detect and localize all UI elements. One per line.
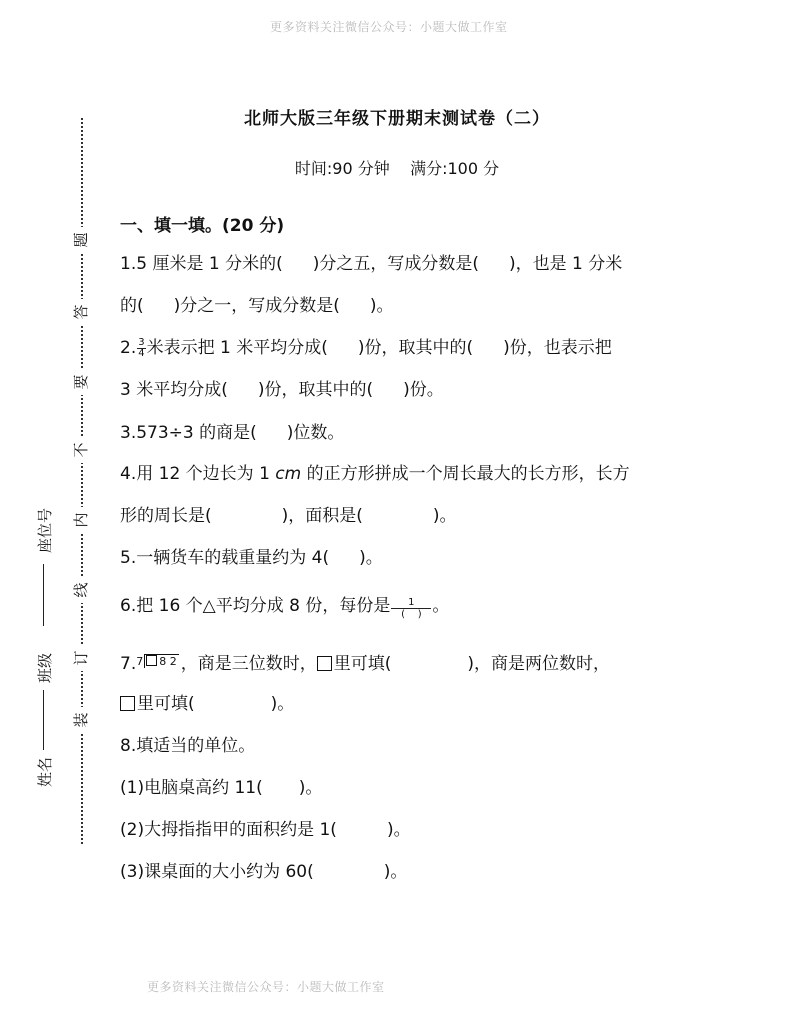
- q1-text-f: )。: [369, 296, 394, 316]
- q7-prefix: 7.: [120, 654, 137, 674]
- page-title: 北师大版三年级下册期末测试卷（二）: [244, 109, 550, 129]
- question-2-line-2: [120, 378, 444, 402]
- q2-text-e: )份，取其中的(: [257, 380, 374, 400]
- q4-text-c: 形的周长是(: [120, 506, 212, 526]
- q3-text-a: 3.573÷3 的商是(: [120, 423, 257, 443]
- q2-text-c: )份，也表示把: [503, 338, 612, 358]
- seal-char: 装: [71, 707, 91, 733]
- q4-text-e: )。: [432, 506, 457, 526]
- class-field[interactable]: [43, 690, 44, 750]
- q2-text-d: 3 米平均分成(: [120, 380, 228, 400]
- fraction: [137, 338, 145, 359]
- seal-char: 线: [71, 577, 91, 603]
- square-box-icon: [317, 656, 332, 671]
- name-label: 姓名: [36, 756, 54, 787]
- watermark-top: 更多资料关注微信公众号：小题大做工作室: [270, 20, 508, 34]
- divisor: 7: [136, 655, 144, 668]
- q2-prefix: 2.: [120, 338, 137, 358]
- question-7-line-1: [120, 650, 610, 676]
- question-8-part-2: [120, 818, 411, 842]
- question-6: [120, 594, 449, 618]
- q8-p2-text-b: )。: [386, 820, 411, 840]
- question-3: [120, 421, 344, 445]
- seal-char: 答: [71, 299, 91, 325]
- seal-char: 题: [71, 227, 91, 253]
- seal-char: 不: [71, 437, 91, 463]
- q7-text-a: ，商是三位数时，: [180, 654, 317, 674]
- question-8-part-1: [120, 776, 322, 800]
- q4-text-b: 的正方形拼成一个周长最大的长方形，长方: [306, 464, 630, 484]
- division-bracket: [144, 654, 179, 668]
- fraction: [391, 597, 431, 620]
- long-division-expression: [136, 650, 179, 674]
- q7-text-d: 里可填(: [137, 694, 195, 714]
- question-4-line-2: [120, 504, 457, 528]
- q7-text-e: )。: [270, 694, 295, 714]
- q6-text-a: 6.把 16 个△平均分成 8 份，每份是: [120, 596, 391, 616]
- q5-text-b: )。: [359, 548, 383, 568]
- q2-text-b: )份，取其中的(: [357, 338, 474, 358]
- question-5: [120, 546, 383, 570]
- q3-text-b: )位数。: [286, 423, 345, 443]
- fraction-numerator: 1: [391, 597, 431, 609]
- q4-unit: cm: [275, 464, 302, 484]
- q1-text-d: 的(: [120, 296, 144, 316]
- q1-text-c: )，也是 1 分米: [508, 254, 623, 274]
- q8-p3-text-a: (3)课桌面的大小约为 60(: [120, 862, 314, 882]
- seat-number-field[interactable]: [43, 564, 44, 626]
- q8-p3-text-b: )。: [383, 862, 408, 882]
- q1-text-e: )分之一，写成分数是(: [173, 296, 340, 316]
- q7-text-b: 里可填(: [333, 654, 392, 674]
- watermark-bottom: 更多资料关注微信公众号：小题大做工作室: [147, 980, 385, 994]
- question-1-line-1: [120, 252, 622, 276]
- question-8-heading: 8.填适当的单位。: [120, 736, 256, 756]
- q4-text-d: )，面积是(: [281, 506, 363, 526]
- question-2-line-1: [120, 336, 612, 360]
- section-heading: 一、填一填。(20 分): [120, 216, 285, 236]
- question-7-line-2: [120, 692, 294, 716]
- unknown-digit-box: [146, 655, 157, 666]
- seal-char: 内: [71, 507, 91, 533]
- class-label: 班级: [36, 652, 54, 683]
- seal-char: 要: [71, 369, 91, 395]
- dividend-digits: 8 2: [159, 655, 177, 668]
- fraction-denominator-blank[interactable]: ( ): [401, 608, 422, 620]
- question-4-line-1: [120, 462, 630, 486]
- q1-text-a: 1.5 厘米是 1 分米的(: [120, 254, 283, 274]
- q2-text-a: 米表示把 1 米平均分成(: [146, 338, 328, 358]
- seat-number-label: 座位号: [36, 507, 54, 553]
- q7-text-c: )，商是两位数时，: [467, 654, 611, 674]
- seal-char: 订: [71, 645, 91, 671]
- q5-text-a: 5.一辆货车的载重量约为 4(: [120, 548, 330, 568]
- square-box-icon: [120, 696, 135, 711]
- q6-text-b: 。: [432, 596, 450, 616]
- q8-p1-text-a: (1)电脑桌高约 11(: [120, 778, 263, 798]
- fraction-numerator: 3: [138, 336, 145, 348]
- q2-text-f: )份。: [403, 380, 444, 400]
- question-1-line-2: [120, 294, 394, 318]
- q1-text-b: )分之五，写成分数是(: [312, 254, 479, 274]
- q8-p2-text-a: (2)大拇指指甲的面积约是 1(: [120, 820, 337, 840]
- fraction-denominator: 4: [138, 347, 145, 359]
- q8-p1-text-b: )。: [298, 778, 323, 798]
- question-8-part-3: [120, 860, 407, 884]
- q4-text-a: 4.用 12 个边长为 1: [120, 464, 270, 484]
- exam-time-score: 时间:90 分钟 满分:100 分: [294, 159, 500, 178]
